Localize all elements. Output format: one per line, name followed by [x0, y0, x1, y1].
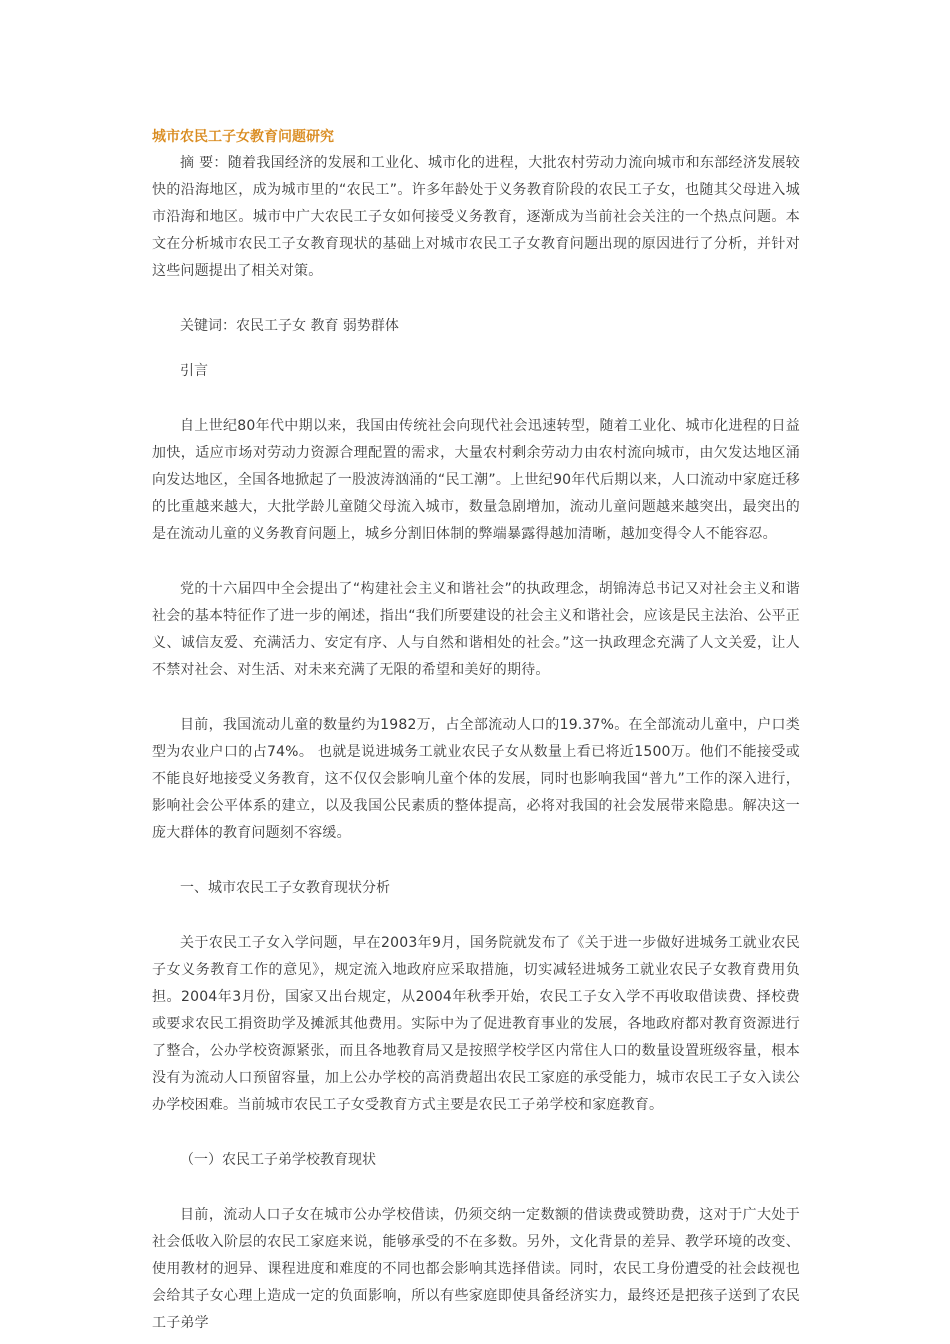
intro-paragraph-2: 党的十六届四中全会提出了“构建社会主义和谐社会”的执政理念，胡锦涛总书记又对社会主义和谐社会的基本特征作了进一步的阐述，指出“我们所要建设的社会主义和谐社会，应该是民主法治、公平正义、诚信友爱、充满活力、安定有序、人与自然和谐相处的社会。”这一执政理念充满了人文关爱，让人不禁对社会、对生活、对未来充满了无限的希望和美好的期待。 [152, 581, 800, 678]
subsection-heading-1: （一）农民工子弟学校教育现状 [180, 1152, 376, 1168]
intro-heading: 引言 [180, 363, 208, 379]
section-heading-1: 一、城市农民工子女教育现状分析 [180, 880, 390, 896]
intro-paragraph-3: 目前，我国流动儿童的数量约为1982万，占全部流动人口的19.37%。在全部流动儿童中，户口类型为农业户口的占74%。 也就是说进城务工就业农民子女从数量上看已将近1500万。他们不能接受或不能良好地接受义务教育，这不仅仅会影响儿童个体的发展，同时也影响我国“普九”工作的深入进行，影响社会公平体系的建立，以及我国公民素质的整体提高，必将对我国的社会发展带来隐患。解决这一庞大群体的教育问题刻不容缓。 [152, 717, 800, 841]
intro-paragraph-1: 自上世纪80年代中期以来，我国由传统社会向现代社会迅速转型，随着工业化、城市化进程的日益加快，适应市场对劳动力资源合理配置的需求，大量农村剩余劳动力由农村流向城市，由欠发达地区涌向发达地区，全国各地掀起了一股波涛汹涌的“民工潮”。上世纪90年代后期以来，人口流动中家庭迁移的比重越来越大，大批学龄儿童随父母流入城市，数量急剧增加，流动儿童问题越来越突出，最突出的是在流动儿童的义务教育问题上，城乡分割旧体制的弊端暴露得越加清晰，越加变得令人不能容忍。 [152, 418, 800, 542]
article-title: 城市农民工子女教育问题研究 [152, 129, 334, 145]
subsection-1-paragraph: 目前，流动人口子女在城市公办学校借读，仍须交纳一定数额的借读费或赞助费，这对于广大处于社会低收入阶层的农民工家庭来说，能够承受的不在多数。另外，文化背景的差异、教学环境的改变、使用教材的迥异、课程进度和难度的不同也都会影响其选择借读。同时，农民工身份遭受的社会歧视也会给其子女心理上造成一定的负面影响，所以有些家庭即使具备经济实力，最终还是把孩子送到了农民工子弟学 [152, 1207, 800, 1331]
section-1-paragraph: 关于农民工子女入学问题，早在2003年9月，国务院就发布了《关于进一步做好进城务工就业农民子女义务教育工作的意见》，规定流入地政府应采取措施，切实减轻进城务工就业农民子女教育费用负担。2004年3月份，国家又出台规定，从2004年秋季开始，农民工子女入学不再收取借读费、择校费或要求农民工捐资助学及摊派其他费用。实际中为了促进教育事业的发展，各地政府都对教育资源进行了整合，公办学校资源紧张，而且各地教育局又是按照学校学区内常住人口的数量设置班级容量，根本没有为流动人口预留容量，加上公办学校的高消费超出农民工家庭的承受能力，城市农民工子女入读公办学校困难。当前城市农民工子女受教育方式主要是农民工子弟学校和家庭教育。 [152, 935, 800, 1113]
article-body [152, 124, 800, 1337]
keywords-line: 关键词：农民工子女 教育 弱势群体 [180, 318, 399, 334]
abstract-paragraph: 摘 要：随着我国经济的发展和工业化、城市化的进程，大批农村劳动力流向城市和东部经济发展较快的沿海地区，成为城市里的“农民工”。许多年龄处于义务教育阶段的农民工子女，也随其父母进入城市沿海和地区。城市中广大农民工子女如何接受义务教育，逐渐成为当前社会关注的一个热点问题。本文在分析城市农民工子女教育现状的基础上对城市农民工子女教育问题出现的原因进行了分析，并针对这些问题提出了相关对策。 [152, 155, 800, 279]
